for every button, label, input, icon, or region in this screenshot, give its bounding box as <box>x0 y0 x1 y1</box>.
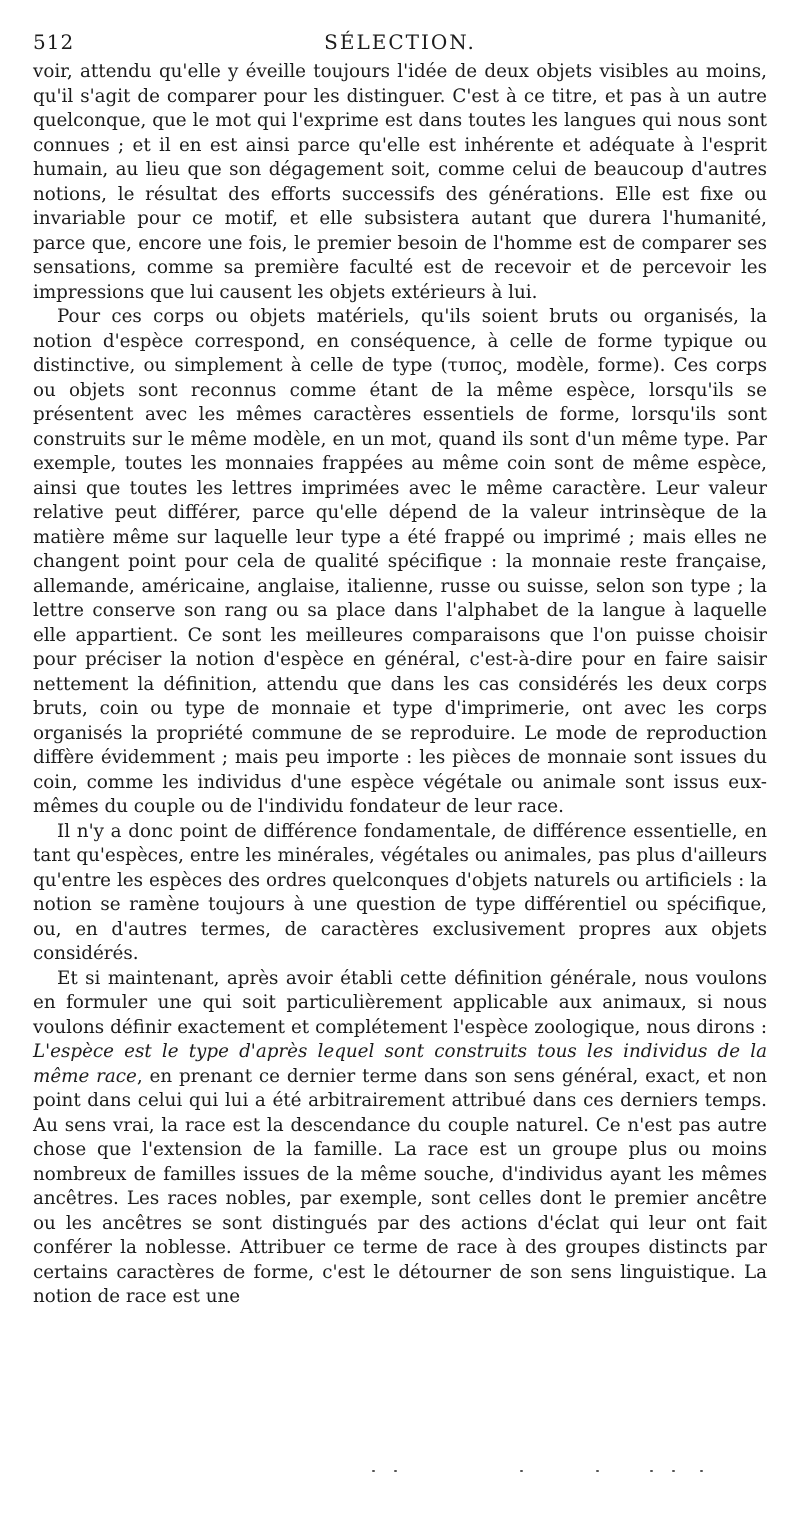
paragraph-2: Pour ces corps ou objets matériels, qu'ils soient bruts ou organisés, la notion d'espèce correspond, en conséquence, à celle de forme typique ou distinctive, ou simplement à celle de type (τυπος, modèle, forme). Ces corps ou objets sont reconnus comme étant de la même espèce, lorsqu'ils se présentent avec les mêmes caractères essentiels de forme, lorsqu'ils sont construits sur le même modèle, en un mot, quand ils sont d'un même type. Par exemple, toutes les monnaies frappées au même coin sont de même espèce, ainsi que toutes les lettres imprimées avec le même caractère. Leur valeur relative peut différer, parce qu'elle dépend de la valeur intrinsèque de la matière même sur laquelle leur type a été frappé ou imprimé ; mais elles ne changent point pour cela de qualité spécifique : la monnaie reste française, allemande, américaine, anglaise, italienne, russe ou suisse, selon son type ; la lettre conserve son rang ou sa place dans l'alphabet de la langue à laquelle elle appartient. Ce sont les meilleures comparaisons que l'on puisse choisir pour préciser la notion d'espèce en général, c'est-à-dire pour en faire saisir nettement la définition, attendu que dans les cas considérés les deux corps bruts, coin ou type de monnaie et type d'imprimerie, ont avec les corps organisés la propriété commune de se reproduire. Le mode de reproduction diffère évidemment ; mais peu importe : les pièces de monnaie sont issues du coin, comme les individus d'une espèce végétale ou animale sont issus eux-mêmes du couple ou de l'individu fondateur de leur race. <box>33 306 767 817</box>
paragraph-4 <box>33 967 767 1310</box>
paragraph-1: voir, attendu qu'elle y éveille toujours l'idée de deux objets visibles au moins, qu'il s'agit de comparer pour les distinguer. C'est à ce titre, et pas à un autre quelconque, que le mot qui l'exprime est dans toutes les langues qui nous sont connues ; et il en est ainsi parce qu'elle est inhérente et adéquate à l'esprit humain, au lieu que son dégagement soit, comme celui de beaucoup d'autres notions, le résultat des efforts successifs des générations. Elle est fixe ou invariable pour ce motif, et elle subsistera autant que durera l'humanité, parce que, encore une fois, le premier besoin de l'homme est de comparer ses sensations, comme sa première faculté est de recevoir et de percevoir les impressions que lui causent les objets extérieurs à lui. <box>33 61 767 303</box>
running-head: SÉLECTION. <box>324 30 476 54</box>
paragraph-3: Il n'y a donc point de différence fondamentale, de différence essentielle, en tant qu'espèces, entre les minérales, végétales ou animales, pas plus d'ailleurs qu'entre les espèces des ordres quelconques d'objets naturels ou artificiels : la notion se ramène toujours à une question de type différentiel ou spécifique, ou, en d'autres termes, de caractères exclusivement propres aux objets considérés. <box>33 820 767 964</box>
paragraph-4-rest: , en prenant ce dernier terme dans son sens général, exact, et non point dans celui qui lui a été arbitrairement attribué dans ces derniers temps. Au sens vrai, la race est la descendance du couple naturel. Ce n'est pas autre chose que l'extension de la famille. La race est un groupe plus ou moins nombreux de familles issues de la même souche, d'individus ayant les mêmes ancêtres. Les races nobles, par exemple, sont celles dont le premier ancêtre ou les ancêtres se sont distingués par des actions d'éclat qui leur ont fait conférer la noblesse. Attribuer ce terme de race à des groupes distincts par certains caractères de forme, c'est le détourner de son sens linguistique. La notion de race est une <box>33 1065 767 1307</box>
species-definition: L'espèce est le type d'après lequel sont construits tous les individus de la même race <box>33 1041 767 1087</box>
book-page <box>33 30 767 1310</box>
page-number: 512 <box>33 30 75 54</box>
page-bottom-specks <box>360 1466 760 1476</box>
page-header <box>33 30 767 60</box>
body-text <box>33 60 767 1310</box>
paragraph-4-intro: Et si maintenant, après avoir établi cette définition générale, nous voulons en formuler une qui soit particulièrement applicable aux animaux, si nous voulons définir exactement et complétement l'espèce zoologique, nous dirons : <box>33 967 767 1038</box>
